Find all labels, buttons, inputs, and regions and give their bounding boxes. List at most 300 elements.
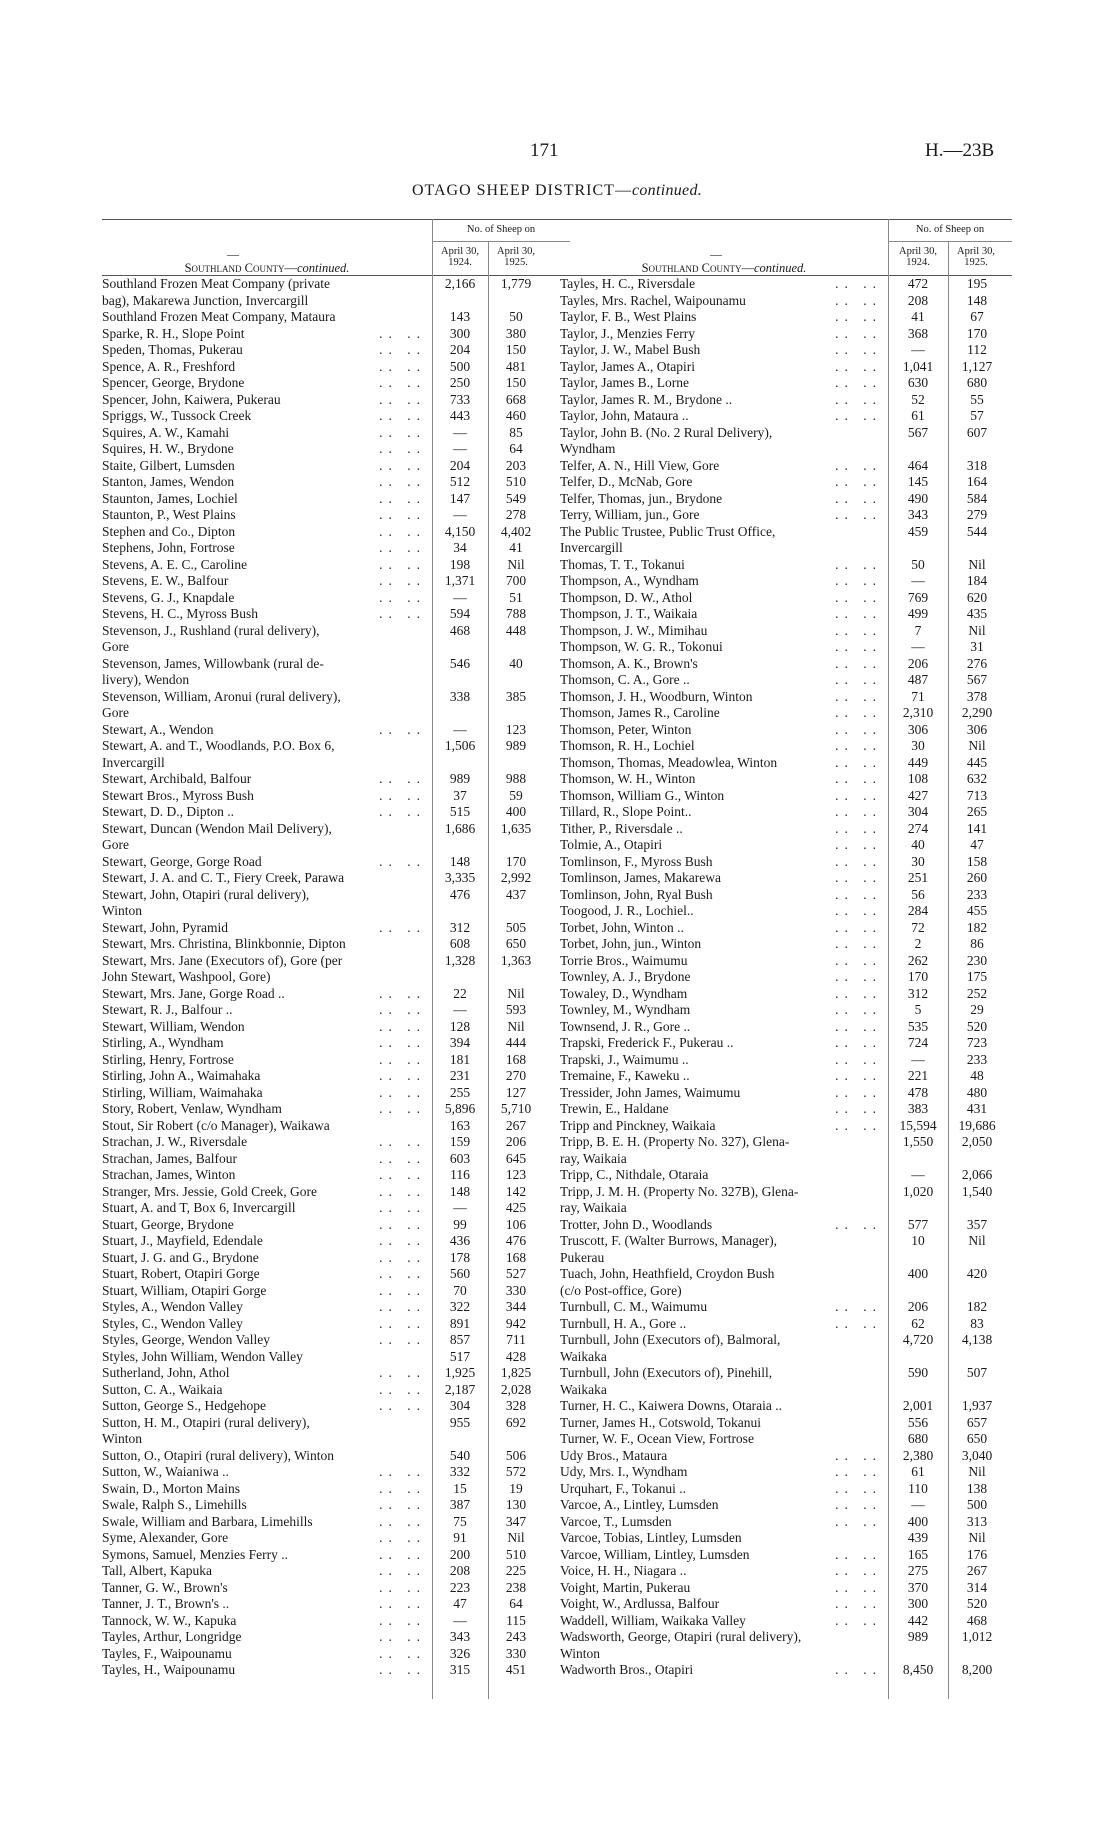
sheep-1925-value: Nil bbox=[968, 556, 986, 572]
dot-leaders: .. .. bbox=[379, 342, 426, 357]
sheep-1924-value: 459 bbox=[907, 523, 929, 539]
owner-name: Torrie Bros., Waimumu .. .. bbox=[560, 952, 882, 968]
sheep-1924-value: 148 bbox=[449, 853, 471, 869]
sheep-1924-value: 255 bbox=[449, 1084, 471, 1100]
owner-name: Southland Frozen Meat Company (private bag), Makarewa Junction, Invercargill bbox=[102, 276, 330, 308]
dot-leaders: .. .. bbox=[835, 1299, 882, 1314]
sheep-1924-value: 148 bbox=[449, 1183, 471, 1199]
sheep-1924-value: — bbox=[453, 424, 467, 440]
sheep-1924-value: 204 bbox=[449, 342, 471, 357]
sheep-1924-value: 200 bbox=[449, 1546, 471, 1562]
dot-leaders: .. .. bbox=[379, 606, 426, 621]
table-row bbox=[102, 458, 570, 475]
owner-name: Telfer, Thomas, jun., Brydone .. .. bbox=[560, 490, 882, 506]
sheep-1925-value: 123 bbox=[505, 721, 527, 737]
sheep-1924-value: 5,896 bbox=[444, 1101, 476, 1116]
sheep-1924-value: 4,150 bbox=[444, 523, 476, 539]
table-row bbox=[560, 276, 1012, 293]
owner-name: Tannock, W. W., Kapuka .. .. bbox=[102, 1612, 426, 1628]
table-row bbox=[560, 359, 1012, 376]
owner-name-continuation: Winton bbox=[102, 903, 142, 918]
dot-leaders: .. .. bbox=[379, 1035, 426, 1050]
sheep-1924-value: 680 bbox=[907, 1431, 929, 1446]
sheep-1924-value: 275 bbox=[907, 1563, 929, 1578]
table-row bbox=[102, 656, 570, 689]
table-row bbox=[560, 1052, 1012, 1069]
table-row bbox=[102, 854, 570, 871]
sheep-1924-value: 989 bbox=[449, 771, 471, 786]
sheep-1924-value: 490 bbox=[907, 490, 929, 506]
dot-leaders: .. .. bbox=[835, 1497, 882, 1512]
owner-name: Tomlinson, James, Makarewa .. .. bbox=[560, 870, 882, 885]
owner-name: Tanner, G. W., Brown's .. .. bbox=[102, 1579, 426, 1595]
table-row bbox=[102, 524, 570, 541]
sheep-1924-value: 478 bbox=[907, 1084, 929, 1100]
owner-name: Spriggs, W., Tussock Creek .. .. bbox=[102, 408, 426, 423]
owner-name: Tanner, J. T., Brown's .. .. .. bbox=[102, 1596, 426, 1611]
sheep-1925-value: 238 bbox=[505, 1579, 527, 1595]
table-row bbox=[560, 1530, 1012, 1547]
sheep-1925-value: 357 bbox=[966, 1216, 988, 1232]
owner-name: Townley, A. J., Brydone .. .. bbox=[560, 969, 882, 984]
sheep-1925-value: 47 bbox=[970, 837, 984, 852]
sheep-1925-value: 170 bbox=[505, 853, 527, 869]
table-row bbox=[560, 1398, 1012, 1415]
owner-name: Styles, George, Wendon Valley .. .. bbox=[102, 1332, 426, 1347]
sheep-1925-value: 2,290 bbox=[961, 705, 993, 720]
owner-name: Turnbull, John (Executors of), Balmoral, Waikaka bbox=[560, 1332, 781, 1364]
sheep-1924-value: 989 bbox=[907, 1629, 929, 1644]
dot-leaders: .. .. bbox=[835, 1480, 882, 1496]
owner-name: Staunton, James, Lochiel .. .. bbox=[102, 490, 426, 506]
owner-name: Waddell, William, Waikaka Valley .. .. bbox=[560, 1612, 882, 1628]
sheep-1924-value: 439 bbox=[907, 1530, 929, 1545]
sheep-1924-value: 274 bbox=[907, 820, 929, 836]
sheep-1925-value: 700 bbox=[505, 573, 527, 588]
owner-name: Strachan, James, Balfour .. .. bbox=[102, 1150, 426, 1166]
dot-leaders: .. .. bbox=[835, 325, 882, 341]
owner-name: Tayles, H. C., Riversdale .. .. bbox=[560, 276, 882, 291]
sheep-1924-value: 1,506 bbox=[444, 738, 476, 753]
owner-name: Stewart, Mrs. Jane (Executors of), Gore (per John Stewart, Washpool, Gore) bbox=[102, 952, 343, 984]
sheep-1925-value: 668 bbox=[505, 391, 527, 407]
sheep-1924-value: 517 bbox=[449, 1348, 471, 1364]
owner-name: Thomson, C. A., Gore .. .. .. bbox=[560, 672, 882, 687]
dot-leaders: .. .. bbox=[379, 1381, 426, 1397]
sheep-1925-value: 420 bbox=[966, 1266, 988, 1281]
dot-leaders: .. .. bbox=[379, 1530, 426, 1545]
dot-leaders: .. .. bbox=[379, 1546, 426, 1562]
sheep-1925-value: 460 bbox=[505, 408, 527, 423]
owner-name: Tuach, John, Heathfield, Croydon Bush (c/o Post-office, Gore) bbox=[560, 1266, 775, 1298]
sheep-1924-value: 284 bbox=[907, 903, 929, 918]
dot-leaders: .. .. bbox=[379, 540, 426, 555]
sheep-1925-value: 112 bbox=[967, 342, 987, 357]
sheep-1924-value: 204 bbox=[449, 457, 471, 473]
sheep-1925-value: 5,710 bbox=[500, 1101, 532, 1116]
dot-leaders: .. .. bbox=[379, 1315, 426, 1331]
dot-leaders: .. .. bbox=[379, 1579, 426, 1595]
sheep-1925-value: 347 bbox=[505, 1513, 527, 1529]
owner-name: Udy, Mrs. I., Wyndham .. .. bbox=[560, 1464, 882, 1479]
owner-name: Stewart, A. and T., Woodlands, P.O. Box 6, Invercargill bbox=[102, 738, 335, 770]
dot-leaders: .. .. bbox=[379, 1266, 426, 1281]
sheep-1925-value: 510 bbox=[505, 1546, 527, 1562]
sheep-1925-value: 544 bbox=[966, 523, 988, 539]
sheep-1924-value: — bbox=[911, 1051, 925, 1067]
sheep-1925-value: 83 bbox=[970, 1315, 984, 1331]
sheep-1925-value: 4,138 bbox=[961, 1332, 993, 1347]
sheep-1925-value: 2,050 bbox=[961, 1134, 993, 1149]
sheep-1924-value: 300 bbox=[449, 325, 471, 341]
sheep-1924-value: 262 bbox=[907, 952, 929, 968]
sheep-1924-value: 41 bbox=[911, 309, 925, 324]
sheep-1925-value: 1,540 bbox=[961, 1183, 993, 1199]
dot-leaders: .. .. bbox=[835, 837, 882, 852]
sheep-1924-value: 198 bbox=[449, 556, 471, 572]
sheep-1924-value: 15 bbox=[453, 1480, 467, 1496]
dot-leaders: .. .. bbox=[379, 589, 426, 605]
owner-name: Spence, A. R., Freshford .. .. bbox=[102, 358, 426, 374]
dot-leaders: .. .. bbox=[835, 952, 882, 968]
table-row bbox=[560, 1101, 1012, 1118]
sheep-1925-value: 64 bbox=[509, 1596, 523, 1611]
owner-name: Telfer, A. N., Hill View, Gore .. .. bbox=[560, 457, 882, 473]
table-row bbox=[102, 1151, 570, 1168]
table-row bbox=[102, 1184, 570, 1201]
owner-name: Speden, Thomas, Pukerau .. .. bbox=[102, 342, 426, 357]
dot-leaders: .. .. bbox=[835, 606, 882, 621]
table-row bbox=[102, 804, 570, 821]
owner-name: Stevens, G. J., Knapdale .. .. bbox=[102, 589, 426, 605]
document-reference: H.—23B bbox=[925, 140, 995, 161]
owner-name: Taylor, J. W., Mabel Bush .. .. bbox=[560, 342, 882, 357]
owner-name: Trotter, John D., Woodlands .. .. bbox=[560, 1216, 882, 1232]
owner-name: Stewart, George, Gorge Road .. .. bbox=[102, 853, 426, 869]
sheep-1924-value: 61 bbox=[911, 408, 925, 423]
sheep-1925-value: 306 bbox=[966, 721, 988, 737]
table-row bbox=[102, 359, 570, 376]
sheep-1925-value: 1,825 bbox=[500, 1365, 532, 1380]
owner-name: Stephens, John, Fortrose .. .. bbox=[102, 540, 426, 555]
sheep-1924-value: 7 bbox=[914, 622, 922, 638]
dot-leaders: .. .. bbox=[835, 870, 882, 885]
dot-leaders: .. .. bbox=[379, 1629, 426, 1644]
dot-leaders: .. .. bbox=[835, 853, 882, 869]
sheep-1925-value: 448 bbox=[505, 622, 527, 638]
table-row bbox=[102, 606, 570, 623]
sheep-1925-value: 480 bbox=[966, 1084, 988, 1100]
owner-name: Varcoe, William, Lintley, Lumsden .. .. bbox=[560, 1546, 882, 1562]
owner-name: Stuart, A. and T, Box 6, Invercargill .. .. bbox=[102, 1200, 426, 1215]
owner-name: Taylor, James R. M., Brydone .. .. .. bbox=[560, 391, 882, 407]
table-row bbox=[560, 573, 1012, 590]
owner-name: Turnbull, C. M., Waimumu .. .. bbox=[560, 1299, 882, 1314]
owner-name-continuation: Wyndham bbox=[560, 441, 616, 456]
owner-name: Townley, M., Wyndham .. .. bbox=[560, 1002, 882, 1017]
table-row bbox=[102, 1266, 570, 1283]
sheep-1924-value: 515 bbox=[449, 804, 471, 819]
table-row bbox=[102, 689, 570, 722]
sheep-1924-value: 2,310 bbox=[902, 705, 934, 720]
sheep-1924-value: 394 bbox=[449, 1035, 471, 1050]
sheep-1924-value: 343 bbox=[449, 1629, 471, 1644]
dot-leaders: .. .. bbox=[835, 1662, 882, 1677]
sheep-1925-value: 1,127 bbox=[961, 358, 993, 374]
sheep-1924-value: 535 bbox=[907, 1018, 929, 1034]
table-row bbox=[560, 837, 1012, 854]
sheep-1924-value: 312 bbox=[907, 985, 929, 1001]
dot-leaders: .. .. bbox=[379, 1150, 426, 1166]
sheep-1925-value: 142 bbox=[505, 1183, 527, 1199]
owner-name: Syme, Alexander, Gore .. .. bbox=[102, 1530, 426, 1545]
sheep-1925-value: 988 bbox=[505, 771, 527, 786]
sheep-1925-value: 130 bbox=[505, 1497, 527, 1512]
dot-leaders: .. .. bbox=[835, 903, 882, 918]
dot-leaders: .. .. bbox=[379, 1233, 426, 1248]
sheep-1925-value: 86 bbox=[970, 936, 984, 951]
table-row bbox=[102, 1514, 570, 1531]
owner-name: Thomson, J. H., Woodburn, Winton .. .. bbox=[560, 688, 882, 704]
sheep-1925-value: 230 bbox=[966, 952, 988, 968]
dot-leaders: .. .. bbox=[379, 1464, 426, 1479]
sheep-1925-value: 431 bbox=[966, 1101, 988, 1116]
table-row bbox=[102, 1662, 570, 1679]
table-row bbox=[560, 1316, 1012, 1333]
table-row bbox=[560, 342, 1012, 359]
table-row bbox=[102, 1613, 570, 1630]
table-row bbox=[560, 524, 1012, 557]
sheep-1924-value: 577 bbox=[907, 1216, 929, 1232]
dot-leaders: .. .. bbox=[835, 1101, 882, 1116]
sheep-1925-value: 425 bbox=[505, 1200, 527, 1215]
dot-leaders: .. .. bbox=[835, 408, 882, 423]
sheep-1925-value: 29 bbox=[970, 1002, 984, 1017]
sheep-1924-value: 442 bbox=[907, 1612, 929, 1628]
owner-name: Stewart, Duncan (Wendon Mail Delivery), Gore bbox=[102, 820, 332, 852]
owner-name: Thomson, A. K., Brown's .. .. bbox=[560, 655, 882, 671]
sheep-1925-value: 265 bbox=[966, 804, 988, 819]
sheep-1924-value: 99 bbox=[453, 1216, 467, 1232]
owner-name: Sutherland, John, Athol .. .. bbox=[102, 1365, 426, 1380]
sheep-1924-value: 436 bbox=[449, 1233, 471, 1248]
owner-name: Southland Frozen Meat Company, Mataura bbox=[102, 309, 336, 324]
dot-leaders: .. .. bbox=[379, 1365, 426, 1380]
sheep-1925-value: Nil bbox=[968, 1233, 986, 1248]
table-row bbox=[560, 953, 1012, 970]
sheep-1924-value: 449 bbox=[907, 754, 929, 770]
owner-name: Swale, William and Barbara, Limehills .. .. bbox=[102, 1513, 426, 1529]
sheep-1925-value: 314 bbox=[966, 1579, 988, 1595]
table-row bbox=[560, 1481, 1012, 1498]
col-1924-header: April 30, 1924. bbox=[441, 246, 479, 268]
sheep-1924-value: 128 bbox=[449, 1018, 471, 1034]
dot-leaders: .. .. bbox=[379, 721, 426, 737]
table-row bbox=[560, 986, 1012, 1003]
dot-leaders: .. .. bbox=[379, 1596, 426, 1611]
table-row bbox=[560, 590, 1012, 607]
dot-leaders: .. .. bbox=[835, 1117, 882, 1133]
sheep-1925-value: 206 bbox=[505, 1134, 527, 1149]
owner-name: Strachan, J. W., Riversdale .. .. bbox=[102, 1134, 426, 1149]
left-rows bbox=[102, 276, 570, 1679]
table-row bbox=[102, 573, 570, 590]
table-row bbox=[102, 1448, 570, 1465]
sheep-1925-value: 428 bbox=[505, 1348, 527, 1364]
dot-leaders: .. .. bbox=[379, 1645, 426, 1661]
sheep-1924-value: 208 bbox=[449, 1563, 471, 1578]
table-row bbox=[560, 623, 1012, 640]
sheep-1924-value: 343 bbox=[907, 507, 929, 522]
sheep-1924-value: 62 bbox=[911, 1315, 925, 1331]
table-row bbox=[102, 1002, 570, 1019]
owner-name: Stuart, Robert, Otapiri Gorge .. .. bbox=[102, 1266, 426, 1281]
owner-name: Turner, James H., Cotswold, Tokanui bbox=[560, 1414, 762, 1430]
owner-name: Tayles, Mrs. Rachel, Waipounamu .. .. bbox=[560, 292, 882, 308]
dot-leaders: .. .. bbox=[835, 820, 882, 836]
owner-name: Tressider, John James, Waimumu .. .. bbox=[560, 1084, 882, 1100]
dot-leaders: .. .. bbox=[835, 573, 882, 588]
table-row bbox=[560, 920, 1012, 937]
dot-leaders: .. .. bbox=[835, 474, 882, 489]
sheep-1925-value: 650 bbox=[505, 936, 527, 951]
sheep-1925-value: 680 bbox=[966, 375, 988, 390]
table-row bbox=[102, 1167, 570, 1184]
owner-name-continuation: ray, Waikaia bbox=[560, 1150, 627, 1166]
owner-name: Stevenson, James, Willowbank (rural de- livery), Wendon bbox=[102, 655, 324, 687]
owner-name: Trapski, Frederick F., Pukerau .. .. .. bbox=[560, 1035, 882, 1050]
dot-leaders: .. .. bbox=[379, 1398, 426, 1413]
sheep-1925-value: 123 bbox=[505, 1167, 527, 1182]
table-row bbox=[560, 1596, 1012, 1613]
sheep-1924-value: 590 bbox=[907, 1365, 929, 1380]
dot-leaders: .. .. bbox=[379, 1134, 426, 1149]
sheep-1924-value: 165 bbox=[907, 1546, 929, 1562]
sheep-1924-value: 2,166 bbox=[444, 276, 476, 291]
owner-name: Swale, Ralph S., Limehills .. .. bbox=[102, 1497, 426, 1512]
owner-name: Sutton, C. A., Waikaia .. .. bbox=[102, 1381, 426, 1397]
sheep-1925-value: 1,937 bbox=[961, 1398, 993, 1413]
dot-leaders: .. .. bbox=[835, 1513, 882, 1529]
dot-leaders: .. .. bbox=[835, 556, 882, 572]
table-row bbox=[560, 425, 1012, 458]
table-row bbox=[560, 672, 1012, 689]
sheep-1925-value: 380 bbox=[505, 325, 527, 341]
owner-name: Stewart Bros., Myross Bush .. .. bbox=[102, 787, 426, 803]
sheep-1924-value: 40 bbox=[911, 837, 925, 852]
dot-leaders: .. .. bbox=[379, 1332, 426, 1347]
owner-name-continuation: Winton bbox=[102, 1431, 142, 1446]
owner-name: Truscott, F. (Walter Burrows, Manager), Pukerau bbox=[560, 1233, 778, 1265]
owner-name: Stranger, Mrs. Jessie, Gold Creek, Gore .. .. bbox=[102, 1183, 426, 1199]
dot-leaders: .. .. bbox=[379, 1216, 426, 1232]
sheep-1924-value: — bbox=[453, 721, 467, 737]
owner-name: Tripp and Pinckney, Waikaia .. .. bbox=[560, 1117, 882, 1133]
owner-name: Swain, D., Morton Mains .. .. bbox=[102, 1480, 426, 1496]
table-row bbox=[102, 887, 570, 920]
sheep-1925-value: 385 bbox=[505, 688, 527, 704]
owner-name-continuation: Invercargill bbox=[560, 540, 623, 555]
sheep-1924-value: 560 bbox=[449, 1266, 471, 1281]
sheep-1925-value: 650 bbox=[966, 1431, 988, 1446]
sheep-1925-value: 4,402 bbox=[500, 523, 532, 539]
table-row bbox=[102, 953, 570, 986]
sheep-1924-value: 1,925 bbox=[444, 1365, 476, 1380]
sheep-1925-value: 500 bbox=[966, 1497, 988, 1512]
sheep-1924-value: 208 bbox=[907, 292, 929, 308]
table-row bbox=[560, 1118, 1012, 1135]
dot-leaders: .. .. bbox=[835, 1035, 882, 1050]
table-row bbox=[560, 293, 1012, 310]
sheep-1924-value: 443 bbox=[449, 408, 471, 423]
table-row bbox=[560, 606, 1012, 623]
sheep-1924-value: 1,371 bbox=[444, 573, 476, 588]
owner-name: Stevenson, William, Aronui (rural delivery), Gore bbox=[102, 688, 341, 720]
owner-name: Stevenson, J., Rushland (rural delivery), Gore bbox=[102, 622, 320, 654]
owner-name: Thomson, James R., Caroline .. .. bbox=[560, 705, 882, 720]
sheep-1925-value: 510 bbox=[505, 474, 527, 489]
sheep-1924-value: 116 bbox=[450, 1167, 470, 1182]
dot-leaders: .. .. bbox=[379, 441, 426, 456]
sheep-1924-value: 206 bbox=[907, 1299, 929, 1314]
sheep-1925-value: 279 bbox=[966, 507, 988, 522]
owner-name: Taylor, John, Mataura .. .. .. bbox=[560, 408, 882, 423]
owner-name: Spencer, George, Brydone .. .. bbox=[102, 375, 426, 390]
owner-name: Stirling, John A., Waimahaka .. .. bbox=[102, 1068, 426, 1083]
sheep-1924-value: 110 bbox=[908, 1480, 928, 1496]
owner-name: Staunton, P., West Plains .. .. bbox=[102, 507, 426, 522]
sheep-1925-value: 527 bbox=[505, 1266, 527, 1281]
owner-name: Stuart, J. G. and G., Brydone .. .. bbox=[102, 1249, 426, 1265]
owner-name: Stewart, R. J., Balfour .. .. .. bbox=[102, 1002, 426, 1017]
sheep-1925-value: 50 bbox=[509, 309, 523, 324]
owner-name: Taylor, J., Menzies Ferry .. .. bbox=[560, 325, 882, 341]
sheep-1925-value: 476 bbox=[505, 1233, 527, 1248]
sheep-1924-value: 52 bbox=[911, 391, 925, 407]
sheep-1924-value: 108 bbox=[907, 771, 929, 786]
table-row bbox=[102, 557, 570, 574]
dot-leaders: .. .. bbox=[379, 1299, 426, 1314]
dot-leaders: .. .. bbox=[835, 688, 882, 704]
sheep-1925-value: 150 bbox=[505, 342, 527, 357]
sheep-1924-value: 304 bbox=[907, 804, 929, 819]
sheep-1924-value: — bbox=[911, 573, 925, 588]
sheep-1924-value: 370 bbox=[907, 1579, 929, 1595]
sheep-1924-value: — bbox=[453, 589, 467, 605]
owner-name: Stuart, William, Otapiri Gorge .. .. bbox=[102, 1282, 426, 1298]
sheep-1925-value: 8,200 bbox=[961, 1662, 993, 1677]
owner-name-continuation: (c/o Post-office, Gore) bbox=[560, 1282, 682, 1298]
dot-leaders: .. .. bbox=[379, 1282, 426, 1298]
table-row bbox=[102, 1250, 570, 1267]
table-top-rule bbox=[560, 219, 1012, 220]
owner-name: Telfer, D., McNab, Gore .. .. bbox=[560, 474, 882, 489]
sheep-1924-value: 300 bbox=[907, 1596, 929, 1611]
owner-name: Thomson, Thomas, Meadowlea, Winton .. .. bbox=[560, 754, 882, 770]
dot-leaders: .. .. bbox=[379, 919, 426, 935]
sheep-1925-value: 164 bbox=[966, 474, 988, 489]
sheep-1925-value: Nil bbox=[968, 738, 986, 753]
table-row bbox=[102, 441, 570, 458]
dot-leaders: .. .. bbox=[379, 490, 426, 506]
sheep-1924-value: 1,550 bbox=[902, 1134, 934, 1149]
table-row bbox=[560, 1085, 1012, 1102]
sheep-1924-value: 733 bbox=[449, 391, 471, 407]
sheep-1925-value: 1,779 bbox=[500, 276, 532, 291]
section-heading: Southland County—continued. bbox=[641, 261, 807, 275]
dot-leaders: .. .. bbox=[835, 375, 882, 390]
owner-name-continuation: Waikaka bbox=[560, 1348, 607, 1364]
